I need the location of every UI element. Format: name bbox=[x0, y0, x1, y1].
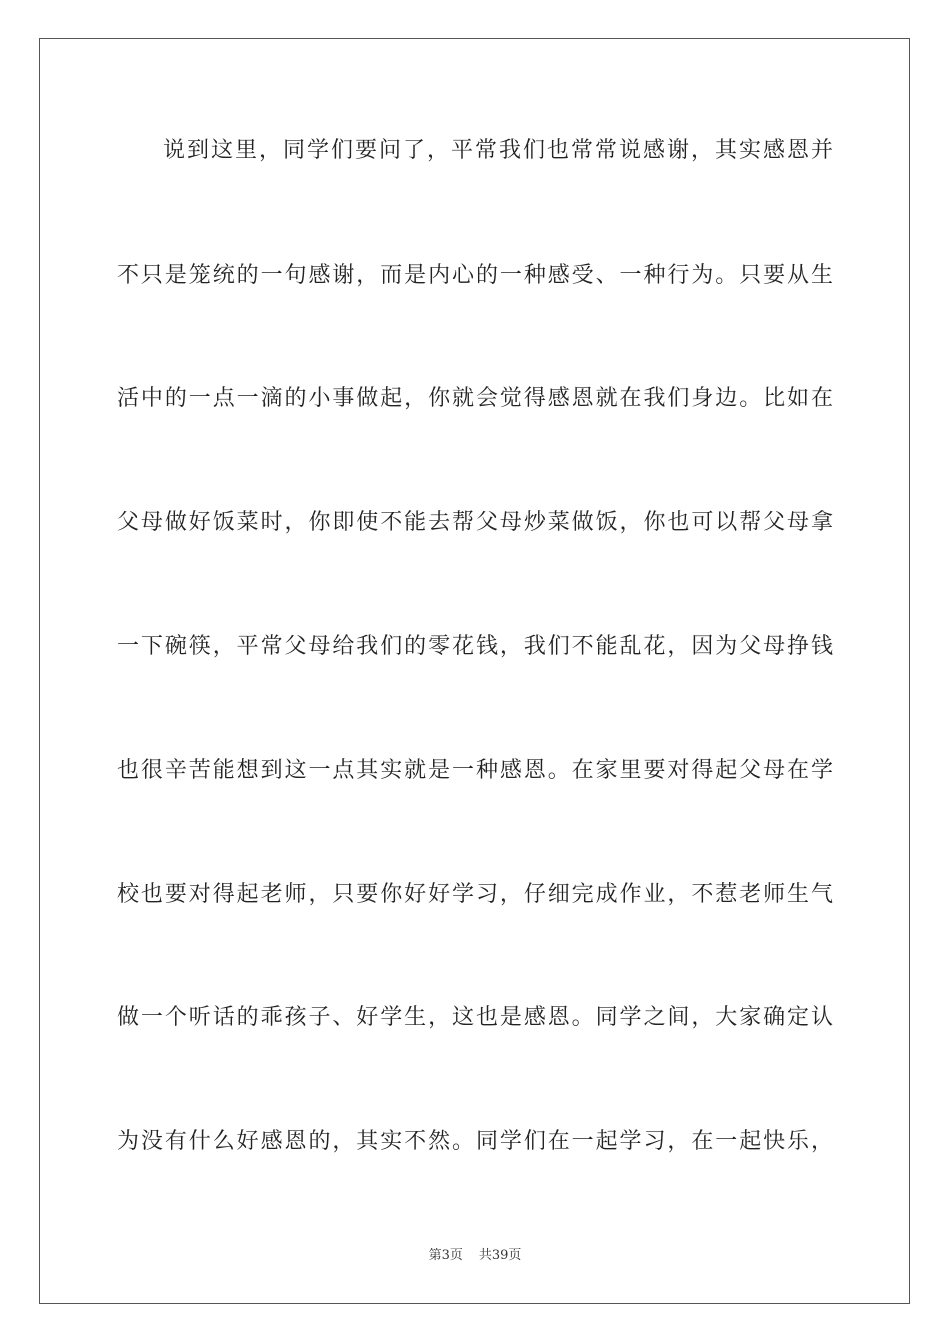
page-border bbox=[39, 38, 910, 1304]
page-total: 共39页 bbox=[478, 1248, 522, 1263]
page-number: 第3页 bbox=[428, 1248, 463, 1263]
paragraph-line: 校也要对得起老师，只要你好好学习，仔细完成作业，不惹老师生气 bbox=[117, 882, 833, 907]
paragraph-line: 不只是笼统的一句感谢，而是内心的一种感受、一种行为。只要从生 bbox=[117, 263, 833, 288]
paragraph-line: 活中的一点一滴的小事做起，你就会觉得感恩就在我们身边。比如在 bbox=[117, 386, 833, 411]
paragraph-line: 说到这里，同学们要问了，平常我们也常常说感谢，其实感恩并 bbox=[163, 138, 833, 163]
paragraph-line: 做一个听话的乖孩子、好学生，这也是感恩。同学之间，大家确定认 bbox=[117, 1005, 833, 1030]
paragraph-line: 也很辛苦能想到这一点其实就是一种感恩。在家里要对得起父母在学 bbox=[117, 758, 833, 783]
paragraph-line: 父母做好饭菜时，你即使不能去帮父母炒菜做饭，你也可以帮父母拿 bbox=[117, 510, 833, 535]
page-footer bbox=[0, 1247, 950, 1265]
paragraph-line: 一下碗筷，平常父母给我们的零花钱，我们不能乱花，因为父母挣钱 bbox=[117, 634, 833, 659]
paragraph-line: 为没有什么好感恩的，其实不然。同学们在一起学习，在一起快乐， bbox=[117, 1129, 833, 1154]
